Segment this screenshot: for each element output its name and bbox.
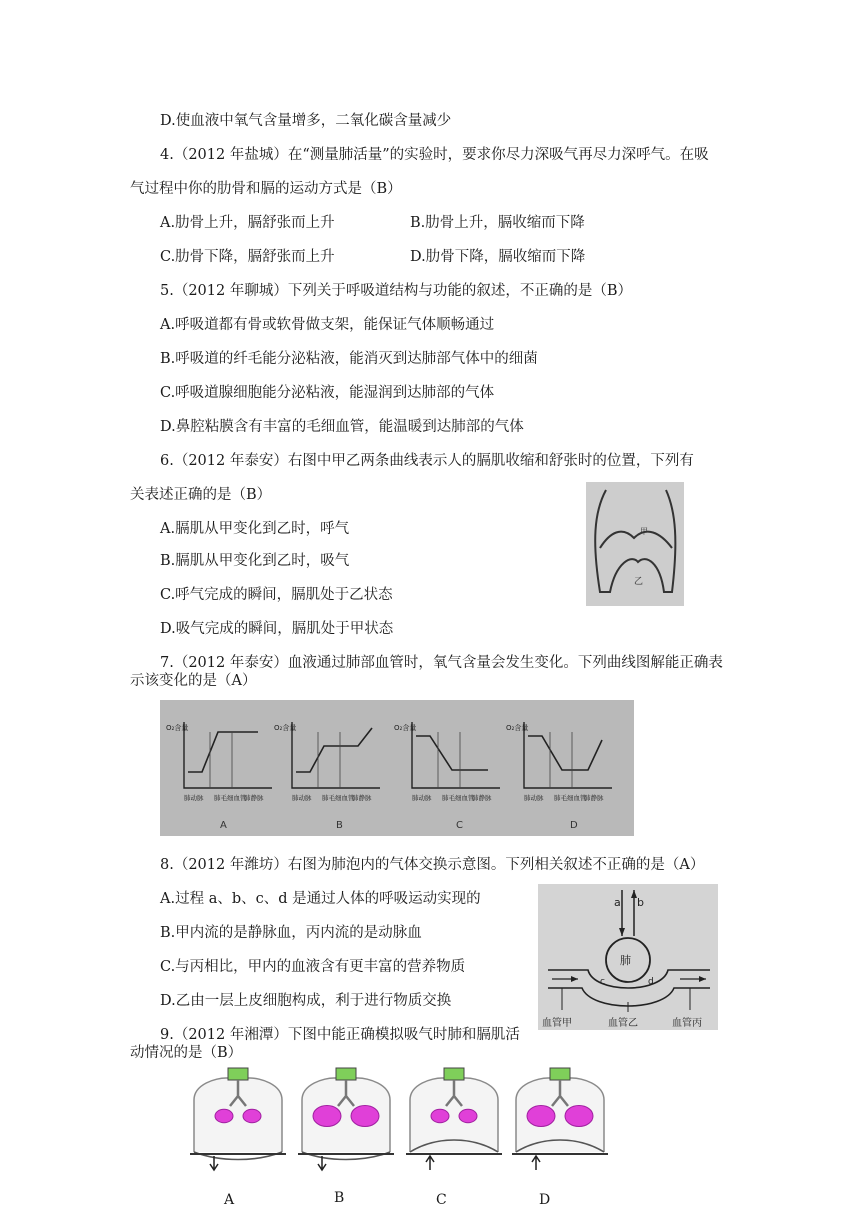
q6-option-b: B.膈肌从甲变化到乙时，吸气 (160, 553, 350, 569)
q8-stem: 8.（2012 年潍坊）右图为肺泡内的气体交换示意图。下列相关叙述不正确的是（A） (160, 857, 705, 873)
oxygen-curve (296, 728, 372, 772)
caption-d: D (539, 1192, 551, 1208)
stopper (228, 1068, 248, 1080)
q6-option-c: C.呼气完成的瞬间，膈肌处于乙状态 (160, 587, 393, 603)
q4-option-a: A.肋骨上升，膈舒张而上升 (160, 215, 335, 231)
label-d: d (648, 977, 654, 987)
ylabel: O₂含量 (274, 724, 297, 732)
bell-jar-svg (186, 1066, 616, 1176)
axes (524, 722, 612, 788)
label-c: c (600, 977, 605, 987)
xtick: 肺动脉 (292, 794, 312, 802)
q5-option-c: C.呼吸道腺细胞能分泌粘液，能湿润到达肺部的气体 (160, 385, 495, 401)
lung-balloon (565, 1106, 593, 1127)
oxygen-curves-svg (160, 700, 634, 836)
label-vessel-jia: 血管甲 (542, 1018, 572, 1029)
oxygen-curve (416, 736, 488, 770)
panel-caption-a: A (220, 820, 227, 831)
arrow-up-icon (426, 1156, 434, 1170)
xtick: 肺动脉 (184, 794, 204, 802)
xtick: 肺静脉 (472, 794, 492, 802)
q3-option-d: D.使血液中氧气含量增多，二氧化碳含量减少 (160, 113, 452, 129)
oxygen-curve (528, 736, 602, 770)
bell-jar-b (298, 1068, 394, 1170)
xtick: 肺动脉 (412, 794, 432, 802)
caption-c: C (436, 1192, 447, 1208)
caption-b: B (334, 1190, 345, 1206)
xtick: 肺静脉 (244, 794, 264, 802)
label-alveolus: 肺 (620, 954, 631, 967)
xtick: 肺动脉 (524, 794, 544, 802)
xtick: 肺静脉 (352, 794, 372, 802)
bell-jar-models (186, 1066, 616, 1176)
q5-stem: 5.（2012 年聊城）下列关于呼吸道结构与功能的叙述，不正确的是（B） (160, 283, 632, 299)
q8-option-c: C.与丙相比，甲内的血液含有更丰富的营养物质 (160, 959, 466, 975)
q9-stem-line2: 动情况的是（B） (130, 1045, 243, 1061)
diaphragm-figure (586, 482, 684, 606)
caption-a: A (224, 1192, 235, 1208)
xtick: 肺毛细血管 (554, 794, 587, 802)
bell-jar-a (190, 1068, 286, 1170)
q8-option-b: B.甲内流的是静脉血，丙内流的是动脉血 (160, 925, 422, 941)
stopper (336, 1068, 356, 1080)
q7-stem-line1: 7.（2012 年泰安）血液通过肺部血管时，氧气含量会发生变化。下列曲线图解能正确表 (160, 655, 723, 671)
q6-stem-line1: 6.（2012 年泰安）右图中甲乙两条曲线表示人的膈肌收缩和舒张时的位置，下列有 (160, 453, 694, 469)
lung-balloon (527, 1106, 555, 1127)
xtick: 肺毛细血管 (214, 794, 247, 802)
q4-option-d: D.肋骨下降，膈收缩而下降 (410, 249, 586, 265)
q4-option-c: C.肋骨下降，膈舒张而上升 (160, 249, 335, 265)
oxygen-curve (188, 732, 258, 772)
q8-option-d: D.乙由一层上皮细胞构成，利于进行物质交换 (160, 993, 452, 1009)
label-b: b (637, 896, 644, 909)
q6-stem-line2: 关表述正确的是（B） (130, 487, 272, 503)
oxygen-panel-c (394, 722, 500, 802)
lung-balloon (243, 1109, 261, 1123)
q8-option-a: A.过程 a、b、c、d 是通过人体的呼吸运动实现的 (160, 891, 481, 907)
label-vessel-bing: 血管丙 (672, 1018, 702, 1029)
q5-option-d: D.鼻腔粘膜含有丰富的毛细血管，能温暖到达肺部的气体 (160, 419, 524, 435)
stopper (550, 1068, 570, 1080)
label-yi: 乙 (634, 577, 644, 587)
q4-stem-line1: 4.（2012 年盐城）在“测量肺活量”的实验时，要求你尽力深吸气再尽力深呼气。在吸 (160, 147, 709, 163)
stopper (444, 1068, 464, 1080)
xtick: 肺毛细血管 (322, 794, 355, 802)
oxygen-curves-figure (160, 700, 634, 836)
ylabel: O₂含量 (506, 724, 529, 732)
axes (292, 722, 380, 788)
alveolus-svg (538, 884, 718, 1030)
label-jia: 甲 (640, 527, 648, 536)
panel-caption-b: B (336, 820, 343, 831)
alveolus-figure (538, 884, 718, 1030)
xtick: 肺毛细血管 (442, 794, 475, 802)
diaphragm-curves (586, 482, 684, 606)
label-vessel-yi: 血管乙 (608, 1018, 638, 1029)
q5-option-b: B.呼吸道的纤毛能分泌粘液，能消灭到达肺部气体中的细菌 (160, 351, 538, 367)
q5-option-a: A.呼吸道都有骨或软骨做支架，能保证气体顺畅通过 (160, 317, 495, 333)
bell-jar-c (406, 1068, 502, 1170)
lung-balloon (313, 1106, 341, 1127)
ylabel: O₂含量 (394, 724, 417, 732)
q4-stem-line2: 气过程中你的肋骨和膈的运动方式是（B） (130, 181, 402, 197)
lung-balloon (351, 1106, 379, 1127)
panel-caption-d: D (570, 820, 578, 831)
arrow-up-icon (532, 1156, 540, 1170)
ylabel: O₂含量 (166, 724, 189, 732)
q6-option-d: D.吸气完成的瞬间，膈肌处于甲状态 (160, 621, 394, 637)
oxygen-panel-a (166, 722, 272, 802)
q9-stem-line1: 9.（2012 年湘潭）下图中能正确模拟吸气时肺和膈肌活 (160, 1027, 520, 1043)
lung-balloon (459, 1109, 477, 1123)
q6-option-a: A.膈肌从甲变化到乙时，呼气 (160, 521, 350, 537)
label-a: a (614, 896, 621, 909)
xtick: 肺静脉 (584, 794, 604, 802)
oxygen-panel-d (506, 722, 612, 802)
lung-balloon (215, 1109, 233, 1123)
q7-stem-line2: 示该变化的是（A） (130, 673, 257, 689)
axes (412, 722, 500, 788)
bell-jar-d (512, 1068, 608, 1170)
q4-option-b: B.肋骨上升，膈收缩而下降 (410, 215, 585, 231)
oxygen-panel-b (274, 722, 380, 802)
panel-caption-c: C (456, 820, 463, 831)
lung-balloon (431, 1109, 449, 1123)
